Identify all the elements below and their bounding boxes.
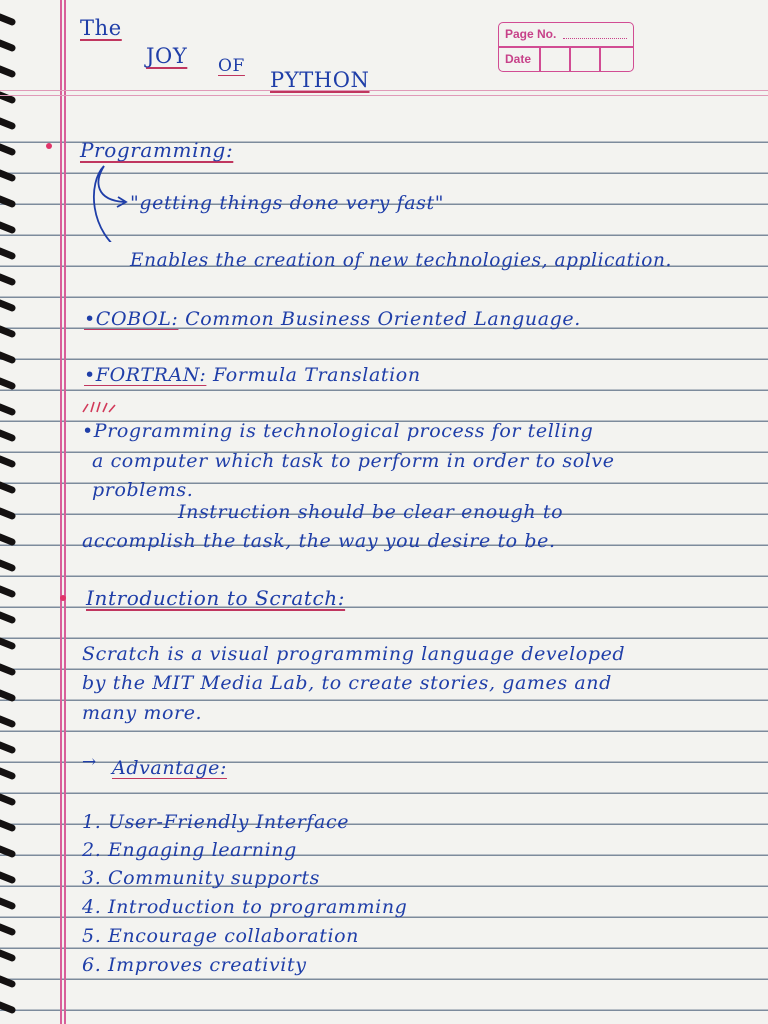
binding-hole	[0, 637, 17, 651]
advantage-item-1: 1. User-Friendly Interface	[82, 811, 350, 833]
binding-hole	[0, 195, 17, 209]
arrow-icon: →	[82, 752, 97, 772]
binding-hole	[0, 689, 17, 703]
binding-hole	[0, 741, 17, 755]
cobol-line	[84, 308, 581, 330]
binding-hole	[0, 507, 17, 521]
binding-hole	[0, 559, 17, 573]
binding-hole	[0, 715, 17, 729]
programming-heading: Programming:	[80, 138, 234, 162]
binding-hole	[0, 663, 17, 677]
binding-hole	[0, 91, 17, 105]
binding-hole	[0, 299, 17, 313]
date-label: Date	[505, 52, 532, 66]
binding-hole	[0, 117, 17, 131]
scratch-line-2: by the MIT Media Lab, to create stories, games and	[82, 672, 612, 694]
page-number-box	[498, 22, 634, 72]
binding-hole	[0, 897, 17, 911]
fortran-meaning: Formula Translation	[213, 364, 421, 386]
spiral-binding	[0, 0, 24, 1024]
binding-hole	[0, 143, 17, 157]
binding-hole	[0, 377, 17, 391]
definition-line-5: accomplish the task, the way you desire to be.	[82, 530, 556, 552]
programming-branch-2: Enables the creation of new technologies, application.	[130, 250, 672, 271]
advantage-heading: Advantage:	[112, 757, 227, 779]
advantage-item-2: 2. Engaging learning	[82, 839, 297, 861]
binding-hole	[0, 13, 17, 27]
date-cell-divider	[539, 47, 541, 71]
scratch-heading: Introduction to Scratch:	[86, 586, 346, 610]
fortran-term: •FORTRAN:	[84, 364, 207, 386]
binding-hole	[0, 351, 17, 365]
header-line-1	[0, 90, 768, 91]
binding-hole	[0, 871, 17, 885]
margin-line-left-1	[60, 0, 62, 1024]
binding-hole	[0, 845, 17, 859]
scratch-line-1: Scratch is a visual programming language developed	[82, 643, 626, 665]
binding-hole	[0, 975, 17, 989]
title-word-of: OF	[218, 56, 245, 76]
page-no-label: Page No.	[505, 27, 557, 41]
star-mark-icon	[80, 400, 120, 414]
advantage-item-5: 5. Encourage collaboration	[82, 925, 360, 947]
header-line-2	[0, 95, 768, 96]
page-box-divider	[499, 46, 633, 48]
bullet-dot	[60, 595, 66, 601]
fortran-line	[84, 364, 421, 386]
binding-hole	[0, 403, 17, 417]
definition-line-3: problems.	[92, 479, 194, 501]
binding-hole	[0, 533, 17, 547]
binding-hole	[0, 65, 17, 79]
cobol-term: •COBOL:	[84, 308, 179, 330]
page-no-field	[563, 38, 627, 39]
binding-hole	[0, 923, 17, 937]
title-word-joy: JOY	[146, 44, 188, 68]
bullet-dot	[46, 143, 52, 149]
binding-hole	[0, 39, 17, 53]
binding-hole	[0, 481, 17, 495]
binding-hole	[0, 585, 17, 599]
binding-hole	[0, 325, 17, 339]
binding-hole	[0, 273, 17, 287]
title-word-python: PYTHON	[270, 68, 370, 92]
advantage-item-4: 4. Introduction to programming	[82, 896, 408, 918]
date-cell-divider	[599, 47, 601, 71]
advantage-item-6: 6. Improves creativity	[82, 954, 307, 976]
title-word-the: The	[80, 16, 122, 40]
binding-hole	[0, 767, 17, 781]
definition-line-2: a computer which task to perform in order to solve	[92, 450, 615, 472]
date-cell-divider	[569, 47, 571, 71]
margin-line-left-2	[64, 0, 66, 1024]
binding-hole	[0, 247, 17, 261]
binding-hole	[0, 949, 17, 963]
binding-hole	[0, 169, 17, 183]
binding-hole	[0, 611, 17, 625]
programming-branch-1: "getting things done very fast"	[130, 192, 445, 214]
binding-hole	[0, 221, 17, 235]
binding-hole	[0, 793, 17, 807]
definition-line-4: Instruction should be clear enough to	[178, 501, 564, 523]
binding-hole	[0, 1001, 17, 1015]
definition-line-1: •Programming is technological process for telling	[82, 420, 594, 442]
cobol-meaning: Common Business Oriented Language.	[185, 308, 581, 330]
binding-hole	[0, 819, 17, 833]
advantage-item-3: 3. Community supports	[82, 867, 320, 889]
binding-hole	[0, 455, 17, 469]
binding-hole	[0, 429, 17, 443]
scratch-line-3: many more.	[82, 702, 203, 724]
